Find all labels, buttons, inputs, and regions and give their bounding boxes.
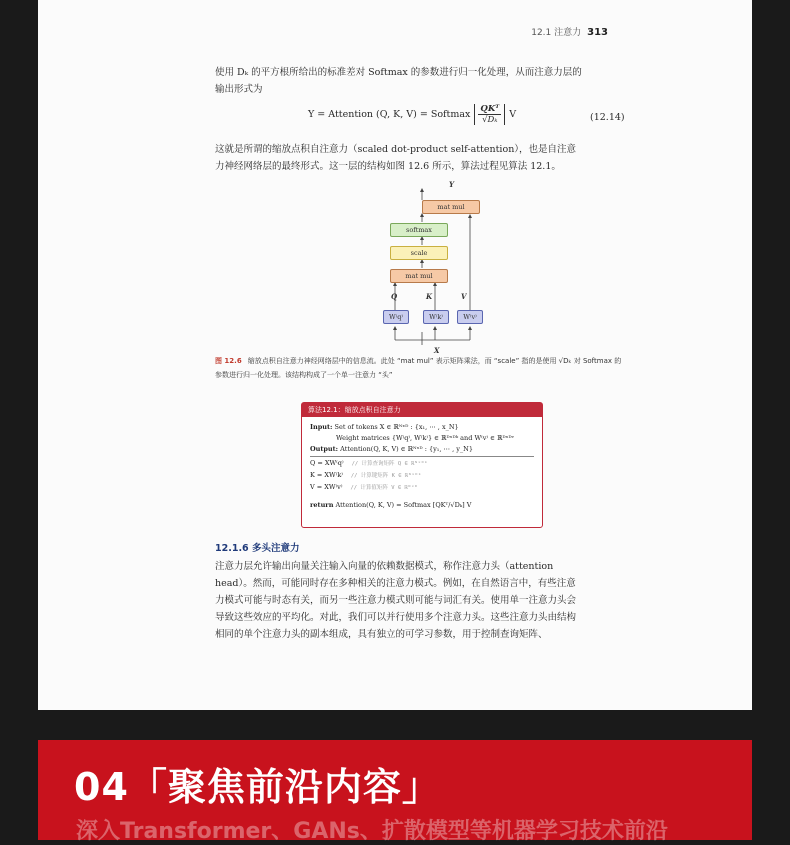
diagram-matmul-bottom: mat mul xyxy=(390,269,448,283)
equation-rhs: V xyxy=(509,109,517,120)
promo-banner xyxy=(38,740,752,844)
equation-numerator: QKᵀ xyxy=(480,104,500,114)
algorithm-return-keyword: return xyxy=(310,501,334,509)
paragraph-3: 注意力层允许输出向量关注输入向量的依赖数据模式，称作注意力头（attention head）。然而，可能同时存在多种相关的注意力模式。例如，在自然语言中，有些注意力模式可能与时态有关，而另一些注意力模式则可能与词汇有关。使用单一注意力头会导致这些效应的平均化。对此，我们可以并行使用多个注意力头。这些注意力头由结构相同的单个注意力头的副本组成，具有独立的可学习参数，用于控制查询矩阵、 xyxy=(215,561,577,640)
algorithm-return-line: Attention(Q, K, V) = Softmax [QKᵀ/√Dₖ] V xyxy=(335,501,472,509)
diagram-q-label: Q xyxy=(391,292,398,301)
algorithm-v-line: V = XW⁽v⁾ xyxy=(310,483,343,491)
algorithm-step-q xyxy=(310,458,534,470)
diagram-softmax: softmax xyxy=(390,223,448,237)
equation-fraction xyxy=(474,104,505,125)
algorithm-q-line: Q = XW⁽q⁾ xyxy=(310,459,344,467)
banner-subtitle-partial: 深入Transformer、GANs、扩散模型等机器学习技术前沿 xyxy=(76,819,668,844)
algorithm-k-line: K = XW⁽k⁾ xyxy=(310,471,343,479)
diagram-input-x: X xyxy=(434,346,440,355)
algorithm-title: 算法12.1：缩放点积自注意力 xyxy=(302,403,542,417)
algorithm-output-line: Attention(Q, K, V) ∈ ℝᴺˣᴰ : {y₁, ⋯ , y_N} xyxy=(340,445,473,453)
equation-12-14 xyxy=(308,104,516,125)
book-page xyxy=(38,0,752,710)
figure-caption-text: 缩放点积自注意力神经网络层中的信息流。此处 “mat mul” 表示矩阵乘法，而 “scale” 指的是使用 √Dₖ 对 Softmax 的参数进行归一化处理。该结构构成了一个单一注意力 “头” xyxy=(215,357,622,379)
running-head xyxy=(531,25,608,38)
algorithm-return xyxy=(310,500,534,511)
diagram-output-y: Y xyxy=(449,180,454,189)
diagram-wv: W⁽v⁾ xyxy=(457,310,483,324)
algorithm-k-comment: // 计算键矩阵 K ∈ ℝᴺˣᴰᵏ xyxy=(350,473,422,479)
algorithm-v-comment: // 计算值矩阵 V ∈ ℝᴺˣᴰ xyxy=(350,485,418,491)
algorithm-box xyxy=(301,402,543,528)
algorithm-body xyxy=(302,417,542,516)
algorithm-q-comment: // 计算查询矩阵 Q ∈ ℝᴺˣᴰᵏ xyxy=(351,461,428,467)
paragraph-1: 使用 Dₖ 的平方根所给出的标准差对 Softmax 的参数进行归一化处理，从而注意力层的输出形式为 xyxy=(215,67,582,95)
algorithm-output xyxy=(310,444,534,455)
algorithm-step-k xyxy=(310,470,534,482)
diagram-wk: W⁽k⁾ xyxy=(423,310,449,324)
equation-number: (12.14) xyxy=(590,112,625,123)
algorithm-step-v xyxy=(310,482,534,494)
page-number: 313 xyxy=(587,27,608,38)
paragraph-2: 这就是所谓的缩放点积自注意力（scaled dot-product self-attention），也是自注意力神经网络层的最终形式。这一层的结构如图 12.6 所示，算法过程见算法 12.1。 xyxy=(215,144,577,172)
banner-title: 04「聚焦前沿内容」 xyxy=(74,765,441,809)
algorithm-input-keyword: Input: xyxy=(310,423,333,431)
running-head-section: 12.1 注意力 xyxy=(531,28,582,38)
figure-number: 图 12.6 xyxy=(215,357,242,365)
diagram-k-label: K xyxy=(426,292,433,301)
algorithm-input-line-2: Weight matrices {W⁽q⁾, W⁽k⁾} ∈ ℝᴰˣᴰᵏ and W⁽v⁾ ∈ ℝᴰˣᴰᵛ xyxy=(336,434,515,442)
diagram-matmul-top: mat mul xyxy=(422,200,480,214)
diagram-wq: W⁽q⁾ xyxy=(383,310,409,324)
algorithm-output-keyword: Output: xyxy=(310,445,339,453)
algorithm-input xyxy=(310,422,534,433)
equation-denominator: √Dₖ xyxy=(482,115,498,125)
attention-diagram xyxy=(338,180,498,360)
algorithm-input-line-1: Set of tokens X ∈ ℝᴺˣᴰ : {x₁, ⋯ , x_N} xyxy=(334,423,459,431)
diagram-v-label: V xyxy=(461,292,467,301)
equation-lhs: Y = Attention (Q, K, V) = Softmax xyxy=(308,109,471,120)
algorithm-divider xyxy=(310,456,534,457)
section-heading: 12.1.6 多头注意力 xyxy=(215,543,300,554)
diagram-scale: scale xyxy=(390,246,448,260)
figure-caption xyxy=(215,354,625,382)
